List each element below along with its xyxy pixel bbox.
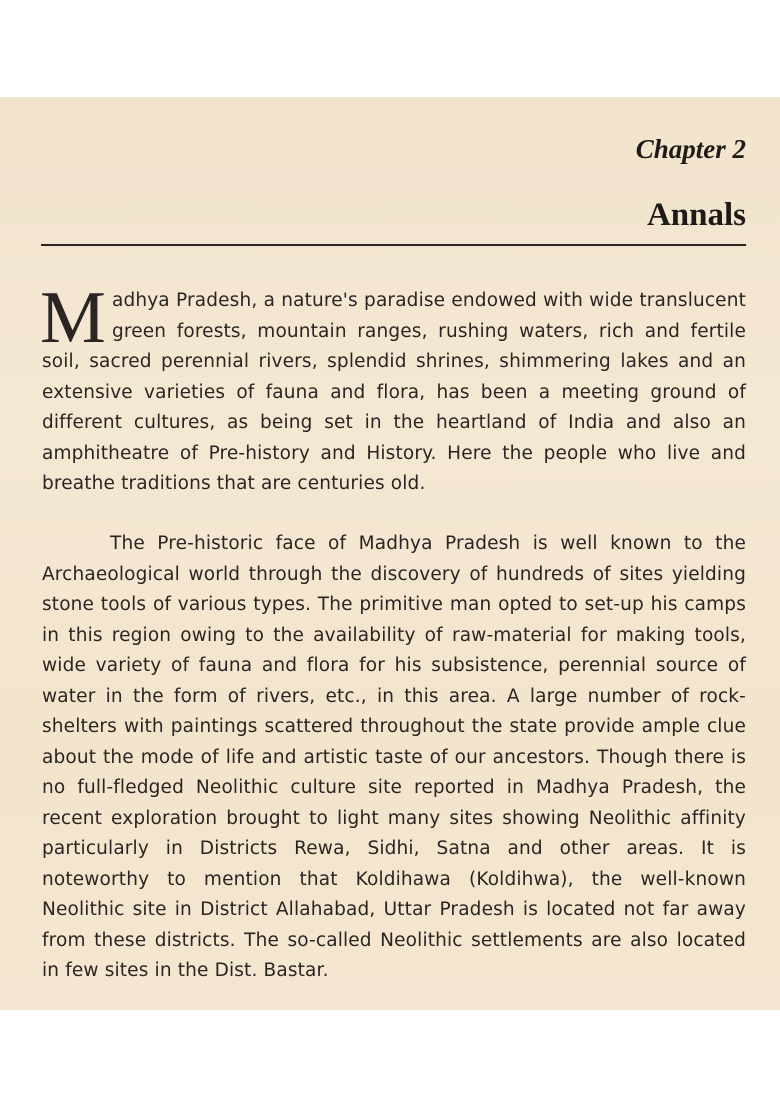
drop-cap: M (40, 277, 106, 359)
bleed-through-texture (20, 107, 760, 137)
title-rule (41, 244, 746, 246)
paragraph-intro-text: adhya Pradesh, a nature's paradise endowed with wide translucent green forests, mountain ranges, rushing waters, rich and fertile soil, sacred perennial rivers, splendid shrines, shimmering lakes and an extensive varieties of fauna and flora, has been a meeting ground of different cultures, as being set in the heartland of India and also an amphitheatre of Pre-history and History. Here the people who live and breathe traditions that are centuries old. (42, 290, 746, 494)
book-page (0, 97, 780, 1010)
chapter-label: Chapter 2 (635, 134, 746, 164)
chapter-title: Annals (646, 197, 746, 233)
paragraph-intro (40, 277, 746, 500)
paragraph-prehistory: The Pre-historic face of Madhya Pradesh is well known to the Archaeological world through the discovery of hundreds of sites yielding stone tools of various types. The primitive man opted to set-up his camps in this region owing to the availability of raw-material for making tools, wide variety of fauna and flora for his subsistence, perennial source of water in the form of rivers, etc., in this area. A large number of rock-shelters with paintings scattered throughout the state provide ample clue about the mode of life and artistic taste of our ancestors. Though there is no full-fledged Neolithic culture site reported in Madhya Pradesh, the recent exploration brought to light many sites showing Neolithic affinity particularly in Districts Rewa, Sidhi, Satna and other areas. It is noteworthy to mention that Koldihawa (Koldihwa), the well-known Neolithic site in District Allahabad, Uttar Pradesh is located not far away from these districts. The so-called Neolithic settlements are also located in few sites in the Dist. Bastar. (42, 533, 746, 981)
